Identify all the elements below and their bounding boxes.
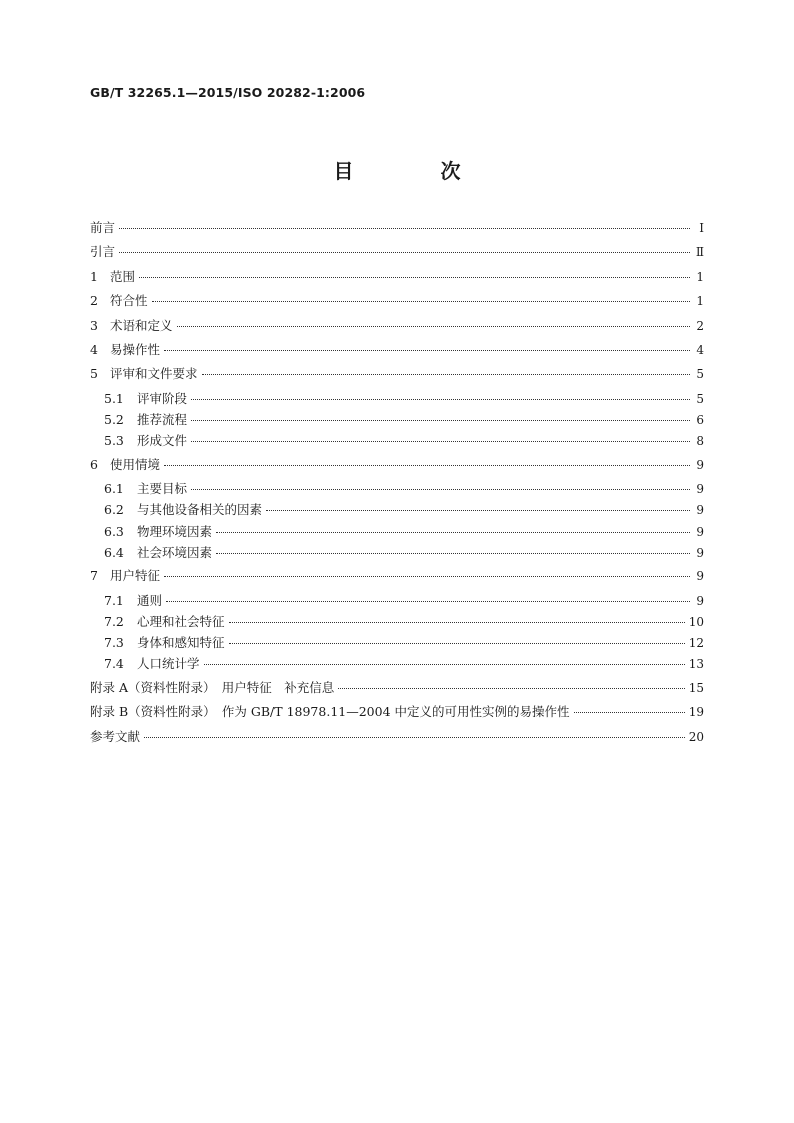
- page-title: 目 次: [333, 159, 501, 183]
- toc-entry-label: 前言: [90, 220, 116, 235]
- toc-entry-number: 5.2: [104, 412, 124, 428]
- toc-entry[interactable]: [90, 678, 704, 702]
- toc-entry-label: 人口统计学: [137, 656, 200, 672]
- toc-entry-page: 5: [696, 367, 704, 382]
- dot-leader: [152, 300, 690, 302]
- toc-entry-label: 物理环境因素: [137, 523, 213, 539]
- dot-leader: [139, 276, 690, 278]
- toc-entry-number: 5: [90, 366, 98, 382]
- toc-entry-number: 1: [90, 268, 98, 284]
- toc-entry-label: 术语和定义: [110, 317, 173, 333]
- toc-entry-page: Ⅰ: [699, 221, 704, 235]
- toc-entry-number: 3: [90, 317, 98, 333]
- toc-entry-page: 9: [696, 593, 704, 608]
- dot-leader: [216, 531, 690, 533]
- toc-entry[interactable]: [90, 566, 704, 590]
- toc-entry-page: Ⅱ: [695, 245, 704, 260]
- toc-entry[interactable]: [90, 455, 704, 479]
- toc-subentry[interactable]: [90, 543, 704, 564]
- toc-entry-number: 4: [90, 341, 98, 357]
- dot-leader: [191, 440, 690, 442]
- toc-entry-label: 附录 B（资料性附录） 作为 GB/T 18978.11—2004 中定义的可用性实例的易操作性: [90, 704, 570, 720]
- toc-subentry[interactable]: [90, 612, 704, 633]
- toc-entry[interactable]: [90, 702, 704, 726]
- toc-entry-page: 9: [696, 545, 704, 560]
- toc-entry-page: 9: [696, 457, 704, 472]
- toc-entry[interactable]: [90, 340, 704, 364]
- toc-entry-page: 9: [696, 482, 704, 497]
- toc-entry-page: 19: [688, 705, 704, 720]
- dot-leader: [164, 464, 690, 466]
- toc-entry-number: 7: [90, 568, 98, 584]
- toc-entry-number: 6.4: [104, 544, 124, 560]
- toc-subentry[interactable]: [90, 479, 704, 500]
- toc-entry-page: 9: [696, 569, 704, 584]
- toc-subentry[interactable]: [90, 410, 704, 431]
- dot-leader: [177, 325, 690, 327]
- dot-leader: [204, 663, 685, 665]
- toc-entry-label: 易操作性: [110, 341, 161, 357]
- dot-leader: [202, 373, 690, 375]
- toc-subentry[interactable]: [90, 500, 704, 521]
- toc-subentry[interactable]: [90, 389, 704, 410]
- toc-entry-label: 与其他设备相关的因素: [137, 502, 263, 518]
- toc-entry-label: 符合性: [110, 293, 148, 309]
- standard-number-header: GB/T 32265.1—2015/ISO 20282-1:2006: [90, 85, 366, 100]
- dot-leader: [216, 552, 690, 554]
- toc-entry-page: 13: [688, 657, 704, 672]
- dot-leader: [144, 736, 685, 738]
- toc-entry-label: 通则: [137, 592, 163, 608]
- toc-entry-number: 5.1: [104, 390, 124, 406]
- dot-leader: [191, 419, 690, 421]
- toc-entry-label: 心理和社会特征: [137, 613, 225, 629]
- toc-entry[interactable]: [90, 242, 704, 266]
- toc-entry-number: 6.2: [104, 502, 124, 518]
- toc-entry-label: 形成文件: [137, 433, 188, 449]
- toc-entry-label: 社会环境因素: [137, 544, 213, 560]
- toc-entry-label: 身体和感知特征: [137, 635, 225, 651]
- toc-subentry[interactable]: [90, 633, 704, 654]
- dot-leader: [191, 398, 690, 400]
- toc-entry-label: 参考文献: [90, 728, 141, 744]
- toc-entry-number: 6.3: [104, 523, 124, 539]
- toc-entry-number: 7.4: [104, 656, 124, 672]
- toc-entry-page: 4: [696, 342, 704, 357]
- dot-leader: [266, 509, 690, 511]
- toc-entry-label: 附录 A（资料性附录） 用户特征 补充信息: [90, 679, 335, 695]
- toc-entry-page: 1: [696, 269, 704, 284]
- toc-entry[interactable]: [90, 727, 704, 751]
- toc-subentry[interactable]: [90, 431, 704, 452]
- toc-entry-label: 使用情境: [110, 456, 161, 472]
- dot-leader: [229, 642, 685, 644]
- dot-leader: [119, 251, 690, 253]
- dot-leader: [166, 600, 690, 602]
- toc-entry-number: 7.1: [104, 592, 124, 608]
- toc-entry-number: 7.2: [104, 613, 124, 629]
- toc-entry-page: 9: [696, 524, 704, 539]
- toc-entry-number: 6: [90, 456, 98, 472]
- toc-entry-page: 12: [688, 636, 704, 651]
- dot-leader: [191, 488, 690, 490]
- toc-entry-label: 范围: [110, 268, 136, 284]
- toc-entry-page: 5: [696, 391, 704, 406]
- toc-entry[interactable]: [90, 218, 704, 242]
- dot-leader: [164, 575, 690, 577]
- toc-entry-page: 9: [696, 503, 704, 518]
- dot-leader: [119, 227, 690, 229]
- toc-entry-label: 主要目标: [137, 481, 188, 497]
- toc-entry-label: 评审和文件要求: [110, 366, 198, 382]
- toc-entry-page: 8: [696, 434, 704, 449]
- toc-entry[interactable]: [90, 364, 704, 388]
- toc-entry-label: 引言: [90, 244, 116, 260]
- toc-entry-page: 10: [688, 614, 704, 629]
- toc-entry-page: 20: [688, 729, 704, 744]
- toc-entry-number: 7.3: [104, 635, 124, 651]
- toc-entry-label: 用户特征: [110, 568, 161, 584]
- toc-entry[interactable]: [90, 291, 704, 315]
- toc-entry-page: 15: [688, 680, 704, 695]
- toc-subentry[interactable]: [90, 522, 704, 543]
- toc-entry-label: 评审阶段: [137, 390, 188, 406]
- dot-leader: [574, 711, 685, 713]
- toc-entry-page: 1: [696, 294, 704, 309]
- dot-leader: [164, 349, 690, 351]
- toc-entry-number: 5.3: [104, 433, 124, 449]
- toc-subentry[interactable]: [90, 654, 704, 675]
- toc-entry-page: 2: [696, 318, 704, 333]
- toc-entry-page: 6: [696, 413, 704, 428]
- dot-leader: [338, 687, 684, 689]
- toc-entry[interactable]: [90, 267, 704, 291]
- toc-subentry[interactable]: [90, 591, 704, 612]
- toc-entry-number: 6.1: [104, 481, 124, 497]
- toc-entry[interactable]: [90, 316, 704, 340]
- toc-entry-label: 推荐流程: [137, 412, 188, 428]
- table-of-contents: [90, 218, 704, 751]
- dot-leader: [229, 621, 685, 623]
- toc-entry-number: 2: [90, 293, 98, 309]
